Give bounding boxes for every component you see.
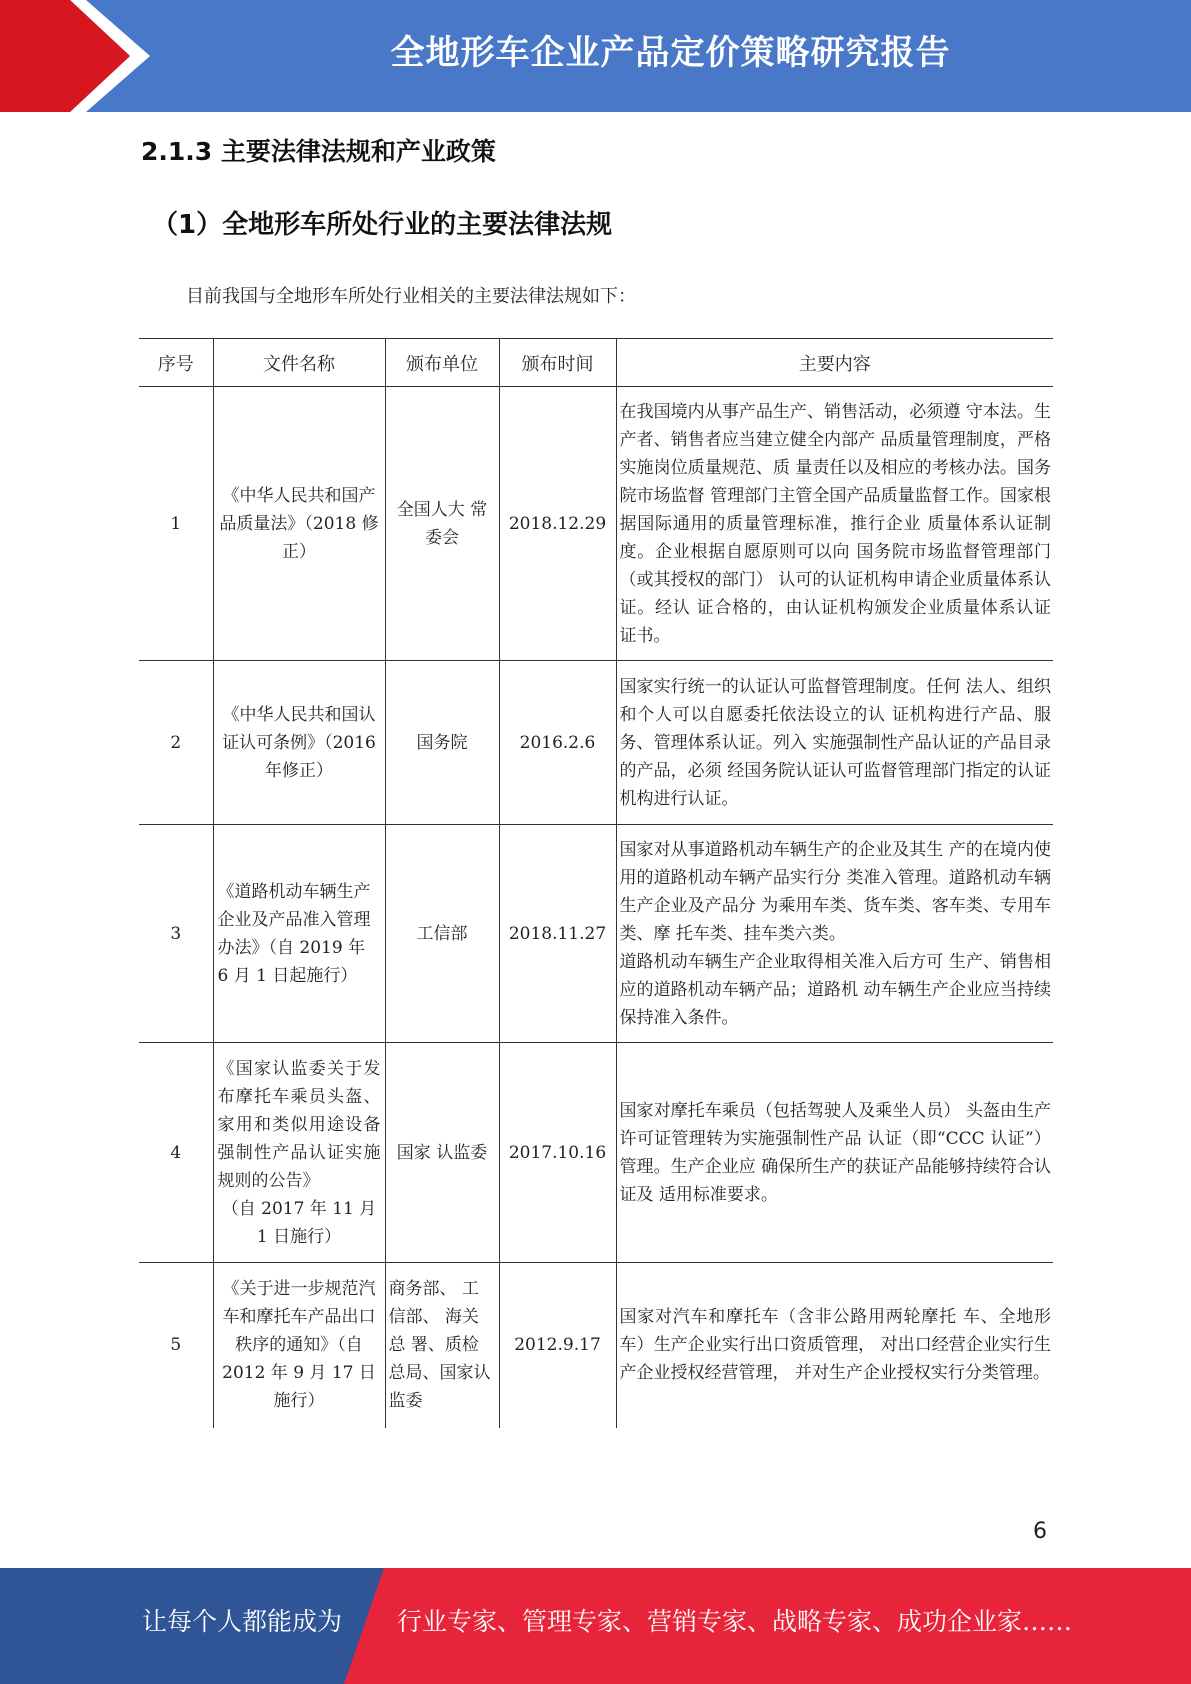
cell-num: 1 xyxy=(139,387,213,661)
cell-date: 2018.11.27 xyxy=(499,825,616,1043)
subsection-heading: （1）全地形车所处行业的主要法律法规 xyxy=(152,210,613,240)
content-paragraph: 国家对从事道路机动车辆生产的企业及其生 产的在境内使用的道路机动车辆产品实行分 类准入管理。道路机动车辆生产企业及产品分 为乘用车类、货车类、客车类、专用车类、摩 托车类、挂车类六类。 xyxy=(619,839,1051,944)
cell-content: 在我国境内从事产品生产、销售活动，必须遵 守本法。生产者、销售者应当建立健全内部产 品质量管理制度，严格实施岗位质量规范、质 量责任以及相应的考核办法。国务院市场监督 管理部门主管全国产品质量监督工作。国家根据国际通用的质量管理标准，推行企业 质量体系认证制度。企业根据自愿原则可以向 国务院市场监督管理部门（或其授权的部门） 认可的认证机构申请企业质量体系认证。经认 证合格的，由认证机构颁发企业质量体系认证 证书。 xyxy=(616,387,1053,661)
cell-content: 国家对汽车和摩托车（含非公路用两轮摩托 车、全地形车）生产企业实行出口资质管理， 对出口经营企业实行生产企业授权经营管理， 并对生产企业授权实行分类管理。 xyxy=(616,1263,1053,1428)
header-chevron-icon xyxy=(70,0,150,112)
header-content: 主要内容 xyxy=(616,339,1053,387)
cell-num: 3 xyxy=(139,825,213,1043)
header-name: 文件名称 xyxy=(213,339,385,387)
cell-content: 国家实行统一的认证认可监督管理制度。任何 法人、组织和个人可以自愿委托依法设立的认 证机构进行产品、服务、管理体系认证。列入 实施强制性产品认证的产品目录的产品，必须 经国务院认证认可监督管理部门指定的认证 机构进行认证。 xyxy=(616,661,1053,825)
content-paragraph: 道路机动车辆生产企业取得相关准入后方可 生产、销售相应的道路机动车辆产品；道路机 动车辆生产企业应当持续保持准入条件。 xyxy=(619,951,1051,1028)
cell-name: 《中华人民共和国认证认可条例》（2016 年修正） xyxy=(213,661,385,825)
table-row xyxy=(139,661,1053,825)
name-text: 《国家认监委关于发布摩托车乘员头盔、家用和类似用途设备强制性产品认证实施规则的公告》 xyxy=(217,1058,381,1191)
cell-num: 2 xyxy=(139,661,213,825)
footer-banner xyxy=(0,1568,1191,1684)
header-red-block xyxy=(0,0,70,112)
section-heading: 2.1.3 主要法律法规和产业政策 xyxy=(141,137,496,166)
cell-name xyxy=(213,1043,385,1263)
cell-unit: 商务部、 工信部、 海关总 署、质检总局、国家认监委 xyxy=(385,1263,499,1428)
cell-num: 5 xyxy=(139,1263,213,1428)
page-number: 6 xyxy=(1033,1519,1047,1544)
cell-date: 2012.9.17 xyxy=(499,1263,616,1428)
cell-date: 2016.2.6 xyxy=(499,661,616,825)
header-date: 颁布时间 xyxy=(499,339,616,387)
table-row xyxy=(139,387,1053,661)
cell-unit: 国家 认监委 xyxy=(385,1043,499,1263)
laws-table xyxy=(139,338,1053,1428)
report-title: 全地形车企业产品定价策略研究报告 xyxy=(390,33,951,73)
footer-slogan-right: 行业专家、管理专家、营销专家、战略专家、成功企业家…… xyxy=(397,1607,1073,1636)
name-note: （自 2017 年 11 月 1 日施行） xyxy=(221,1198,377,1247)
cell-num: 4 xyxy=(139,1043,213,1263)
table-row xyxy=(139,1043,1053,1263)
intro-paragraph: 目前我国与全地形车所处行业相关的主要法律法规如下： xyxy=(186,286,636,307)
header-banner xyxy=(0,0,1191,112)
table-row xyxy=(139,825,1053,1043)
cell-name: 《中华人民共和国产品质量法》（2018 修正） xyxy=(213,387,385,661)
cell-unit: 全国人大 常委会 xyxy=(385,387,499,661)
header-unit: 颁布单位 xyxy=(385,339,499,387)
cell-content: 国家对摩托车乘员（包括驾驶人及乘坐人员） 头盔由生产许可证管理转为实施强制性产品 认证（即“CCC 认证”）管理。生产企业应 确保所生产的获证产品能够持续符合认证及 适用标准要求。 xyxy=(616,1043,1053,1263)
cell-unit: 国务院 xyxy=(385,661,499,825)
header-num: 序号 xyxy=(139,339,213,387)
table-row xyxy=(139,1263,1053,1428)
cell-content xyxy=(616,825,1053,1043)
footer-slogan-left: 让每个人都能成为 xyxy=(142,1607,343,1636)
cell-name: 《关于进一步规范汽车和摩托车产品出口秩序的通知》（自 2012 年 9 月 17 日施行） xyxy=(213,1263,385,1428)
cell-date: 2017.10.16 xyxy=(499,1043,616,1263)
cell-date: 2018.12.29 xyxy=(499,387,616,661)
cell-unit: 工信部 xyxy=(385,825,499,1043)
cell-name: 《道路机动车辆生产企业及产品准入管理办法》（自 2019 年 6 月 1 日起施行） xyxy=(213,825,385,1043)
table-header-row xyxy=(139,339,1053,387)
